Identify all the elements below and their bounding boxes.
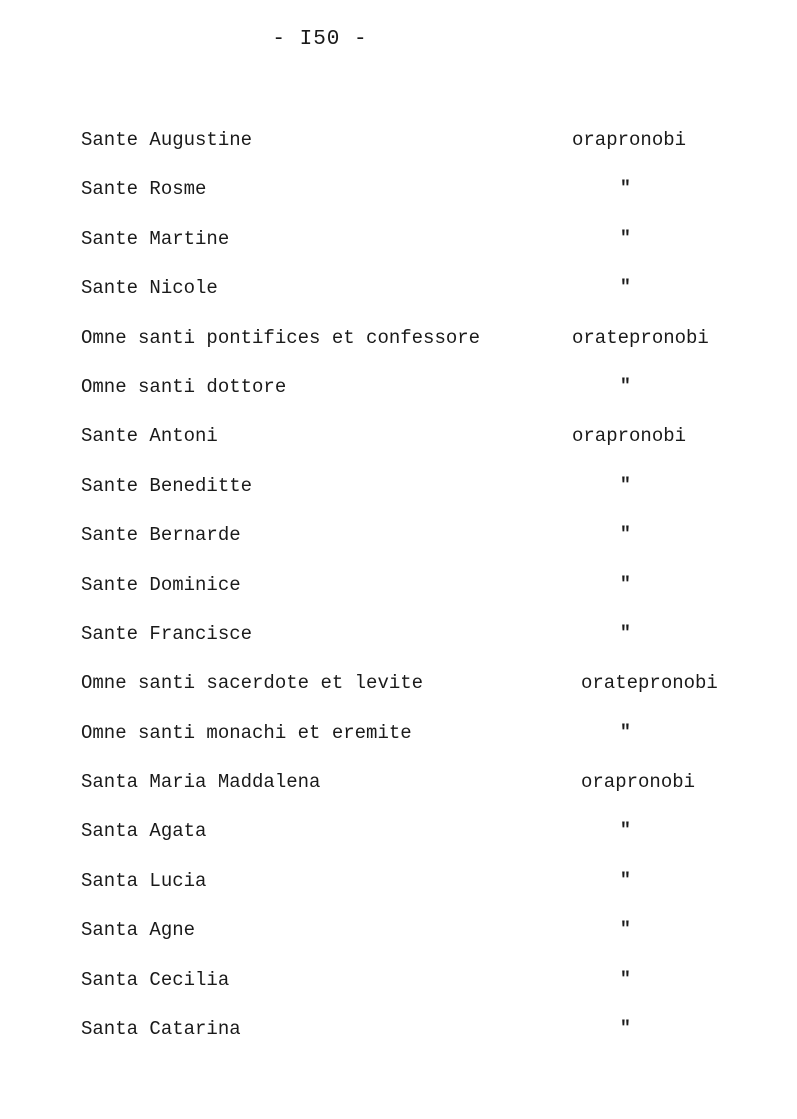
response-text: oratepronobi: [581, 672, 718, 695]
invocation-text: Sante Dominice: [81, 573, 241, 596]
ditto-mark: ": [620, 475, 631, 496]
litany-row: [0, 815, 797, 864]
ditto-mark: ": [620, 574, 631, 595]
litany-row: [0, 519, 797, 568]
litany-row: [0, 766, 797, 815]
page-number: - I50 -: [272, 28, 368, 51]
invocation-text: Santa Lucia: [81, 869, 207, 892]
litany-row: [0, 124, 797, 173]
invocation-text: Sante Martine: [81, 227, 230, 250]
ditto-mark: ": [620, 1019, 631, 1040]
invocation-text: Sante Rosme: [81, 178, 207, 201]
invocation-text: Sante Francisce: [81, 622, 253, 645]
litany-row: [0, 470, 797, 519]
invocation-text: Sante Augustine: [81, 129, 253, 151]
response-text: oratepronobi: [572, 326, 709, 349]
ditto-mark: ": [620, 376, 631, 397]
ditto-mark: ": [620, 920, 631, 941]
ditto-mark: ": [620, 722, 631, 743]
invocation-text: Sante Bernarde: [81, 524, 241, 547]
ditto-mark: ": [620, 821, 631, 842]
invocation-text: Sante Beneditte: [81, 474, 253, 497]
litany-row: [0, 865, 797, 914]
response-text: orapronobi: [572, 425, 687, 448]
invocation-text: Santa Agata: [81, 820, 207, 843]
invocation-text: Sante Nicole: [81, 277, 218, 300]
ditto-mark: ": [620, 179, 631, 200]
invocation-text: Omne santi pontifices et confessore: [81, 326, 481, 349]
ditto-mark: ": [620, 228, 631, 249]
litany-list: [0, 124, 797, 1062]
invocation-text: Omne santi sacerdote et levite: [81, 672, 424, 695]
litany-row: [0, 618, 797, 667]
litany-row: [0, 322, 797, 371]
litany-row: [0, 420, 797, 469]
response-text: orapronobi: [572, 129, 687, 151]
invocation-text: Santa Maria Maddalena: [81, 771, 321, 794]
litany-row: [0, 173, 797, 222]
invocation-text: Santa Catarina: [81, 1018, 241, 1041]
ditto-mark: ": [620, 525, 631, 546]
invocation-text: Santa Agne: [81, 919, 196, 942]
litany-row: [0, 223, 797, 272]
litany-row: [0, 371, 797, 420]
litany-row: [0, 914, 797, 963]
response-text: orapronobi: [581, 771, 696, 794]
litany-row: [0, 667, 797, 716]
litany-row: [0, 569, 797, 618]
invocation-text: Omne santi dottore: [81, 375, 287, 398]
ditto-mark: ": [620, 870, 631, 891]
litany-row: [0, 964, 797, 1013]
invocation-text: Omne santi monachi et eremite: [81, 721, 412, 744]
ditto-mark: ": [620, 623, 631, 644]
litany-row: [0, 1013, 797, 1062]
invocation-text: Sante Antoni: [81, 425, 218, 448]
ditto-mark: ": [620, 969, 631, 990]
ditto-mark: ": [620, 278, 631, 299]
invocation-text: Santa Cecilia: [81, 968, 230, 991]
litany-row: [0, 717, 797, 766]
litany-row: [0, 272, 797, 321]
